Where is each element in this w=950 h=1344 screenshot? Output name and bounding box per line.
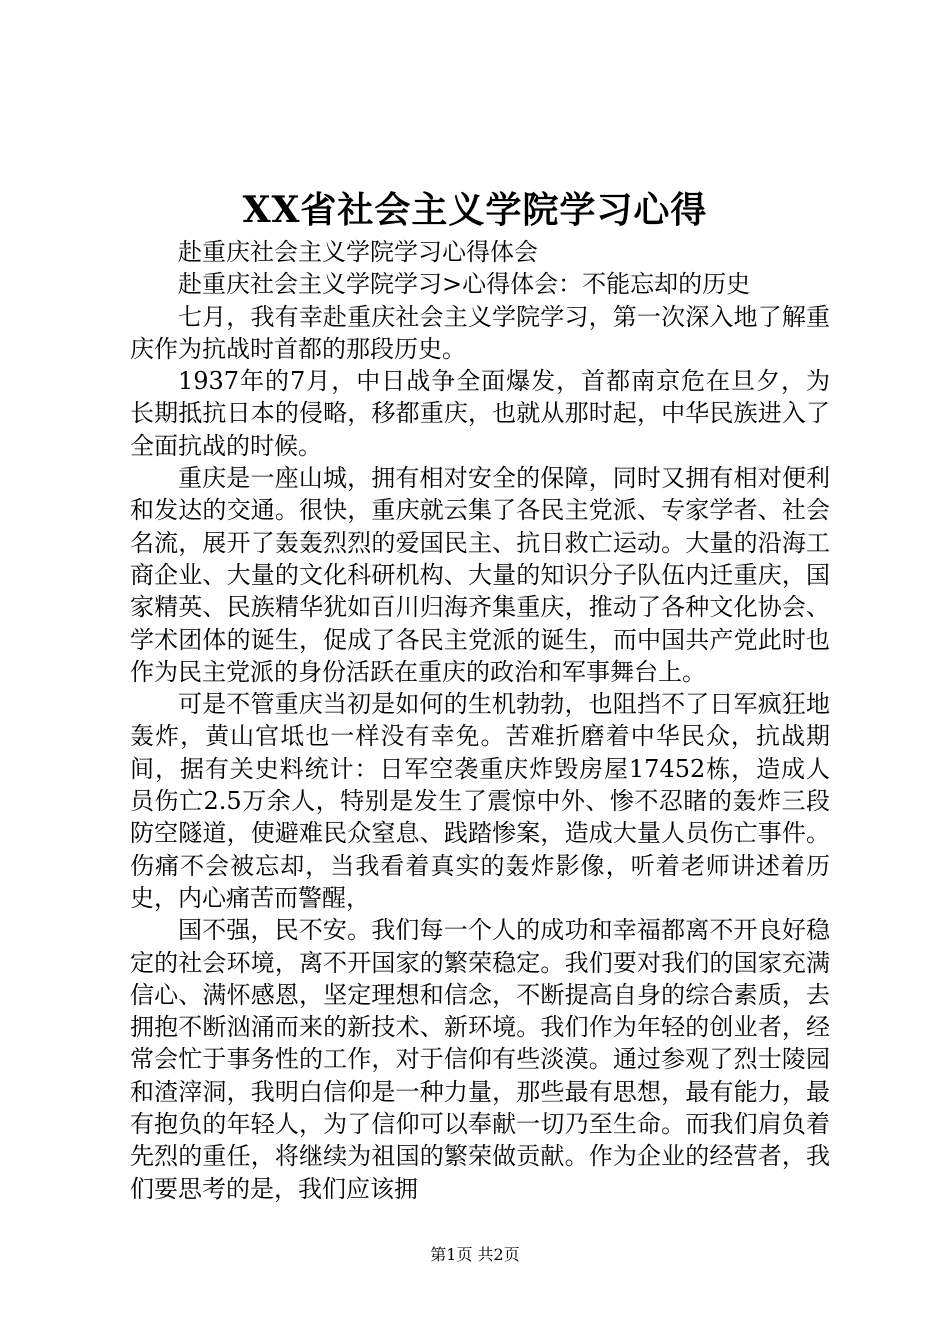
paragraph: 可是不管重庆当初是如何的生机勃勃，也阻挡不了日军疯狂地轰炸，黄山官坻也一样没有幸免。苦难折磨着中华民众，抗战期间，据有关史料统计：日军空袭重庆炸毁房屋17452栋，造成人员伤亡2.5万余人，特别是发生了震惊中外、惨不忍睹的轰炸三段防空隧道，使避难民众窒息、践踏惨案，造成大量人员伤亡事件。伤痛不会被忘却，当我看着真实的轰炸影像，听着老师讲述着历史，内心痛苦而警醒， xyxy=(130,690,830,912)
document-title: XX省社会主义学院学习心得 xyxy=(242,189,708,231)
paragraph: 国不强，民不安。我们每一个人的成功和幸福都离不开良好稳定的社会环境，离不开国家的繁荣稳定。我们要对我们的国家充满信心、满怀感恩，坚定理想和信念，不断提高自身的综合素质，去拥抱不断汹涌而来的新技术、新环境。我们作为年轻的创业者，经常会忙于事务性的工作，对于信仰有些淡漠。通过参观了烈士陵园和渣滓洞，我明白信仰是一种力量，那些最有思想，最有能力，最有抱负的年轻人，为了信仰可以奉献一切乃至生命。而我们肩负着先烈的重任，将继续为祖国的繁荣做贡献。作为企业的经营者，我们要思考的是，我们应该拥 xyxy=(130,916,830,1203)
page-footer: 第1页 共2页 xyxy=(430,1245,520,1264)
document-body xyxy=(130,236,830,1205)
paragraph: 重庆是一座山城，拥有相对安全的保障，同时又拥有相对便利和发达的交通。很快，重庆就云集了各民主党派、专家学者、社会名流，展开了轰轰烈烈的爱国民主、抗日救亡运动。大量的沿海工商企业、大量的文化科研机构、大量的知识分子队伍内迁重庆，国家精英、民族精华犹如百川归海齐集重庆，推动了各种文化协会、学术团体的诞生，促成了各民主党派的诞生，而中国共产党此时也作为民主党派的身份活跃在重庆的政治和军事舞台上。 xyxy=(130,464,830,686)
paragraph: 赴重庆社会主义学院学习>心得体会：不能忘却的历史 xyxy=(178,270,751,299)
paragraph: 1937年的7月，中日战争全面爆发，首都南京危在旦夕，为长期抵抗日本的侵略，移都重庆，也就从那时起，中华民族进入了全面抗战的时候。 xyxy=(130,367,830,460)
paragraph: 赴重庆社会主义学院学习心得体会 xyxy=(178,238,538,266)
paragraph: 七月，我有幸赴重庆社会主义学院学习，第一次深入地了解重庆作为抗战时首都的那段历史。 xyxy=(130,302,830,363)
